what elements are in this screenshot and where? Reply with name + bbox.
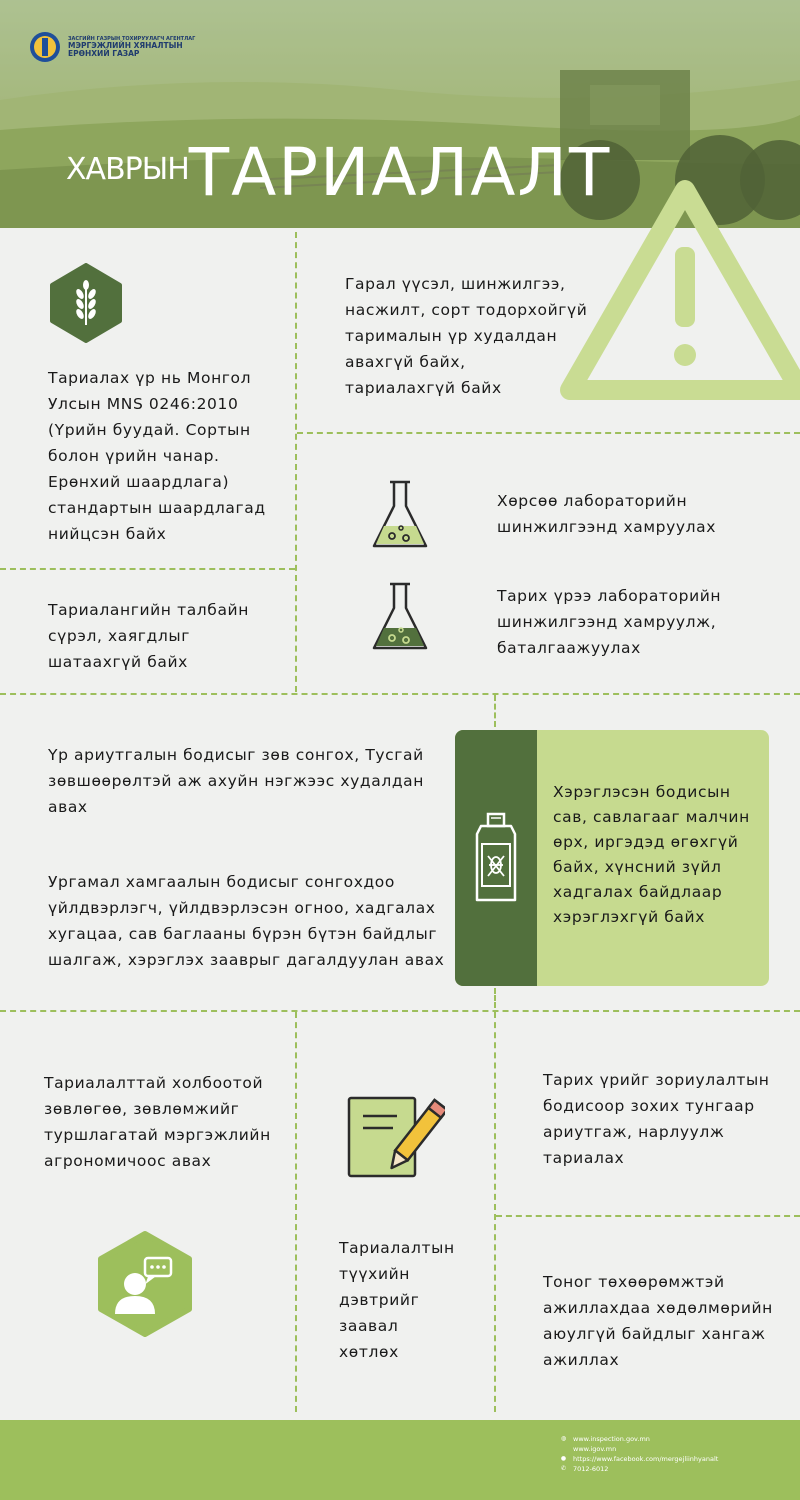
divider	[295, 232, 297, 692]
flask-icon	[370, 478, 430, 552]
divider	[0, 568, 295, 570]
divider	[494, 988, 496, 1008]
safety-text: Тоног төхөөрөмжтэй ажиллахдаа хөдөлмөрийн аюулгүй байдлыг хангаж ажиллах	[543, 1273, 773, 1369]
contact-item[interactable]: ◍ www.inspection.gov.mn	[560, 1435, 650, 1443]
seed-standard-text: Тариалах үр нь Монгол Улсын MNS 0246:2010 (Үрийн буудай. Сортын болон үрийн чанар. Ерөнхий шаардлага) стандартын шаардлагад нийцсэн байх	[48, 369, 266, 543]
no-burning-text: Тариалангийн талбайн сүрэл, хаягдлыг шатаахгүй байх	[48, 601, 249, 671]
warning-text: Гарал үүсэл, шинжилгээ, насжилт, сорт тодорхойгүй тарималын үр худалдан авахгүй байх, тариалахгүй байх	[345, 275, 588, 397]
flask-icon	[370, 580, 430, 654]
warning-icon	[560, 175, 800, 405]
seed-lab-text: Тарих үрээ лабораторийн шинжилгээнд хамруулж, баталгаажуулах	[497, 587, 722, 657]
divider	[295, 1012, 297, 1412]
divider	[496, 1215, 800, 1217]
logbook-text: Тариалалтын түүхийн дэвтрийг заавал хөтлөх	[339, 1239, 455, 1361]
logo-line-1: ЗАСГИЙН ГАЗРЫН ТОХИРУУЛАГЧ АГЕНТЛАГ	[68, 35, 196, 42]
treat-seed-text: Тарих үрийг зориулалтын бодисоор зохих тунгаар ариутгаж, нарлуулж тариалах	[543, 1071, 770, 1167]
notebook-pencil-icon	[345, 1092, 445, 1182]
logo-line-3: ЕРӨНХИЙ ГАЗАР	[68, 48, 140, 58]
divider	[297, 432, 800, 434]
phone-icon: ✆	[560, 1465, 567, 1472]
contact-item[interactable]: www.igov.mn	[573, 1445, 617, 1453]
soil-lab-text: Хөрсөө лабораторийн шинжилгээнд хамруулах	[497, 492, 716, 536]
contact-item[interactable]: ✆ 7012-6012	[560, 1465, 609, 1473]
wheat-icon	[48, 263, 124, 343]
disinfectant-text: Үр ариутгалын бодисыг зөв сонгох, Тусгай зөвшөөрөлтэй аж ахуйн нэгжээс худалдан авах	[48, 746, 424, 816]
advice-text: Тариалалттай холбоотой зөвлөгөө, зөвлөмжийг туршлагатай мэргэжлийн агрономичоос авах	[44, 1074, 271, 1170]
title-small: ХАВРЫН	[66, 152, 189, 187]
plant-protection-text: Ургамал хамгаалын бодисыг сонгохдоо үйлдвэрлэгч, үйлдвэрлэсэн огноо, хадгалах хугацаа, сав баглааны бүрэн бүтэн байдлыг шалгаж, хэрэглэх зааврыг дагалдуулан авах	[48, 873, 445, 969]
facebook-icon: ●	[560, 1455, 567, 1462]
page-title	[66, 134, 612, 211]
chemical-container-card	[455, 730, 769, 986]
card-text: Хэрэглэсэн бодисын сав, савлагааг малчин өрх, иргэдэд өгөхгүй байх, хүнсний зүйл хадгалах байдлаар хэрэглэхгүй байх	[553, 783, 750, 926]
contact-list	[560, 1434, 718, 1474]
consultant-icon	[97, 1230, 193, 1338]
contact-item[interactable]: ● https://www.facebook.com/mergejliinhyanalt	[560, 1455, 719, 1463]
pesticide-bottle-icon	[471, 810, 521, 906]
agency-logo	[28, 30, 195, 64]
globe-icon: ◍	[560, 1435, 567, 1442]
divider	[0, 693, 800, 695]
footer	[0, 1420, 800, 1500]
title-big: ТАРИАЛАЛТ	[188, 134, 612, 211]
divider	[494, 695, 496, 727]
emblem-icon	[28, 30, 62, 64]
logo-line-2: МЭРГЭЖЛИЙН ХЯНАЛТЫН	[68, 40, 183, 50]
divider	[494, 1012, 496, 1412]
divider	[0, 1010, 800, 1012]
